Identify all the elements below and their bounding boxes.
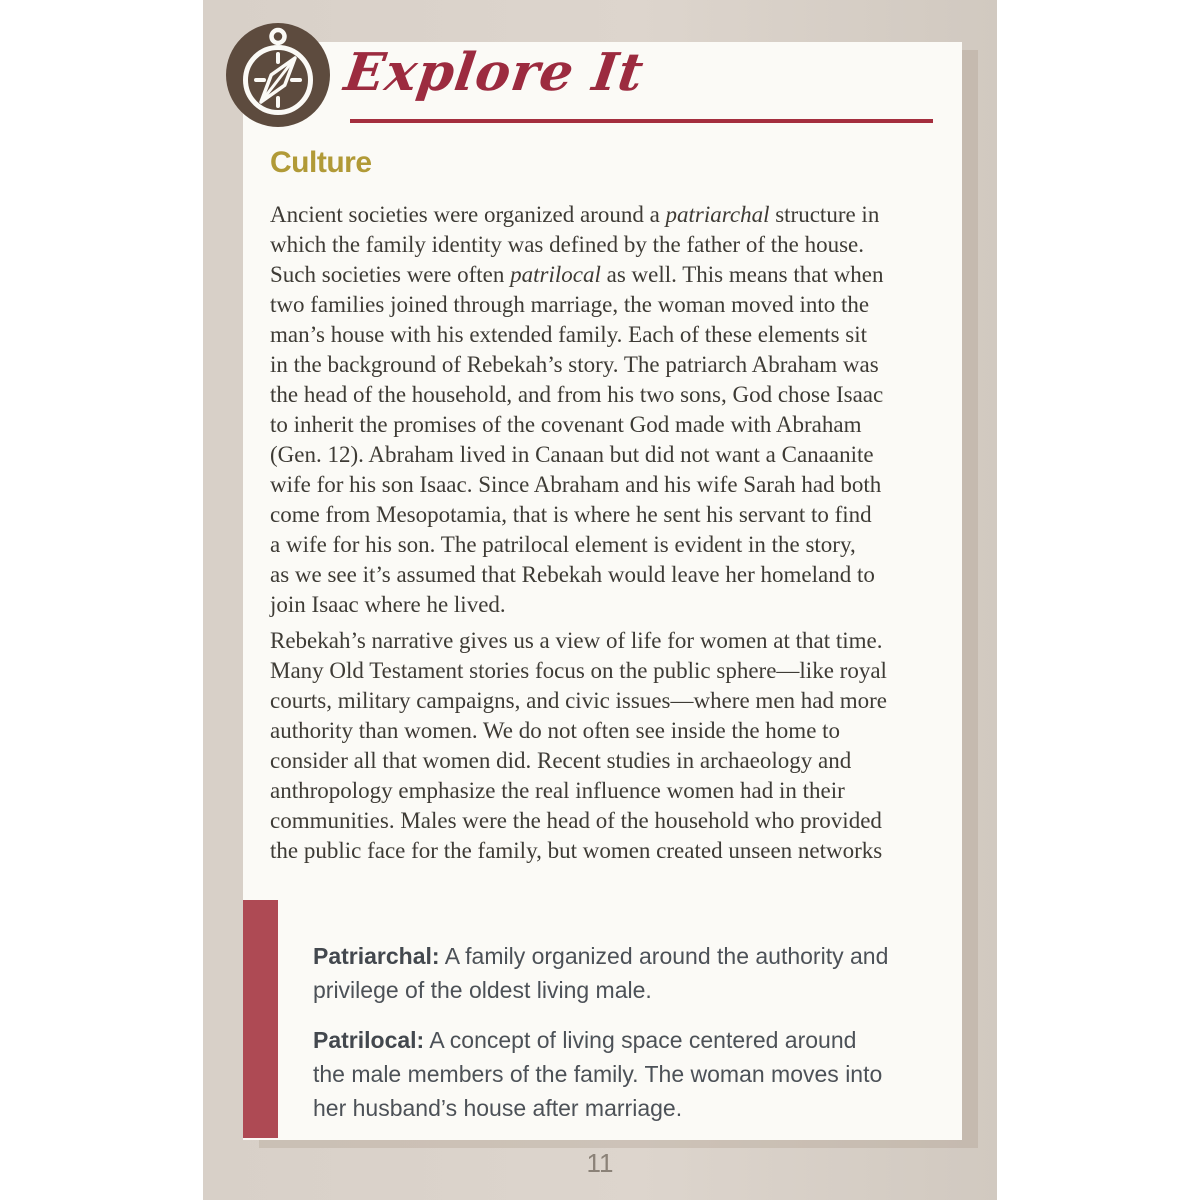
title-underline-rule [350, 119, 933, 123]
scan-backdrop [203, 0, 997, 1200]
definition-term: Patrilocal: [313, 1027, 425, 1053]
definition-accent-bar [243, 900, 278, 1138]
definition-term: Patriarchal: [313, 943, 440, 969]
compass-icon [226, 23, 330, 127]
definition-callout [313, 939, 968, 1141]
book-page [243, 42, 962, 1140]
definition-item [313, 1023, 968, 1125]
body-paragraph-2: Rebekah’s narrative gives us a view of life for women at that time. Many Old Testament stories focus on the public sphere—like royal courts, military campaigns, and civic issues—where men had more authority than women. We do not often see inside the home to consider all that women did. Recent studies in archaeology and anthropology emphasize the real influence women had in their communities. Males were the head of the household who provided the public face for the family, but women created unseen networks [270, 628, 887, 863]
explore-badge [226, 23, 330, 127]
definition-item [313, 939, 968, 1007]
section-heading: Culture [270, 146, 372, 179]
body-paragraph-1: Ancient societies were organized around a patriarchal structure in which the family identity was defined by the father of the house. Such societies were often patrilocal as well. This means that when two families joined through marriage, the woman moved into the man’s house with his extended family. Each of these elements sit in the background of Rebekah’s story. The patriarch Abraham was the head of the household, and from his two sons, God chose Isaac to inherit the promises of the covenant God made with Abraham (Gen. 12). Abraham lived in Canaan but did not want a Canaanite wife for his son Isaac. Since Abraham and his wife Sarah had both come from Mesopotamia, that is where he sent his servant to find a wife for his son. The patrilocal element is evident in the story, as we see it’s assumed that Rebekah would leave her homeland to join Isaac where he lived. [270, 202, 884, 617]
page-title: Explore It [340, 42, 648, 103]
page-number: 11 [586, 1148, 614, 1178]
definition-text: A family organized around the authority and privilege of the oldest living male. [313, 943, 889, 1003]
definition-text: A concept of living space centered around the male members of the family. The woman moves into her husband’s house after marriage. [313, 1027, 883, 1121]
